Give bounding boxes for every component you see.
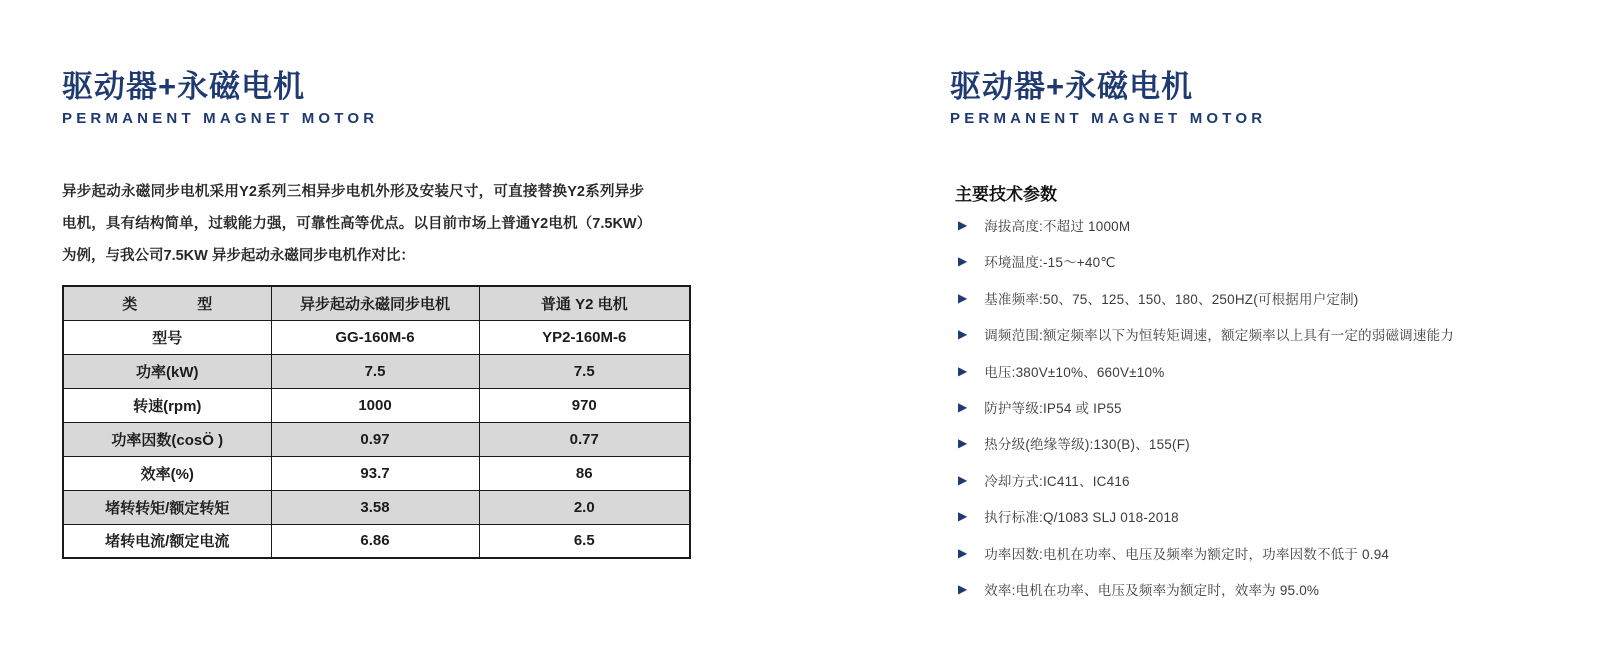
bullet-triangle-icon: ▶ (958, 581, 968, 596)
table-header-row (63, 286, 690, 320)
list-item (958, 250, 1454, 272)
table-row-power-factor (63, 422, 690, 456)
table-cell: 堵转电流/额定电流 (63, 524, 271, 558)
table-cell: 86 (479, 456, 690, 490)
bullet-triangle-icon: ▶ (958, 363, 968, 378)
param-text: 冷却方式:IC411、IC416 (984, 473, 1130, 489)
table-row-speed (63, 388, 690, 422)
table-cell: 功率(kW) (63, 354, 271, 388)
list-item (958, 469, 1454, 491)
list-item (958, 542, 1454, 564)
param-text: 基准频率:50、75、125、150、180、250HZ(可根据用户定制) (984, 291, 1359, 307)
list-item (958, 432, 1454, 454)
bullet-triangle-icon: ▶ (958, 545, 968, 560)
list-item (958, 578, 1454, 600)
table-cell: 93.7 (271, 456, 479, 490)
table-cell: 1000 (271, 388, 479, 422)
param-text: 功率因数:电机在功率、电压及频率为额定时，功率因数不低于 0.94 (984, 546, 1390, 562)
bullet-triangle-icon: ▶ (958, 472, 968, 487)
bullet-triangle-icon: ▶ (958, 509, 968, 524)
table-cell: 970 (479, 388, 690, 422)
table-cell: 转速(rpm) (63, 388, 271, 422)
table-cell: 2.0 (479, 490, 690, 524)
param-text: 效率:电机在功率、电压及频率为额定时，效率为 95.0% (984, 582, 1320, 598)
table-cell: 7.5 (271, 354, 479, 388)
table-header-y2-motor: 普通 Y2 电机 (479, 286, 690, 320)
table-cell: 0.97 (271, 422, 479, 456)
table-row-efficiency (63, 456, 690, 490)
table-cell: 堵转转矩/额定转矩 (63, 490, 271, 524)
list-item (958, 505, 1454, 527)
list-item (958, 287, 1454, 309)
bullet-triangle-icon: ▶ (958, 218, 968, 232)
param-text: 电压:380V±10%、660V±10% (984, 364, 1165, 380)
table-cell: 7.5 (479, 354, 690, 388)
list-item (958, 214, 1454, 236)
left-page-subtitle: PERMANENT MAGNET MOTOR (62, 110, 379, 127)
tech-params-heading: 主要技术参数 (955, 185, 1057, 204)
table-cell: 功率因数(cosÖ ) (63, 422, 271, 456)
table-cell: GG-160M-6 (271, 320, 479, 354)
table-row-model (63, 320, 690, 354)
table-row-locked-current (63, 524, 690, 558)
table-cell: 效率(%) (63, 456, 271, 490)
param-text: 执行标准:Q/1083 SLJ 018-2018 (984, 510, 1179, 526)
bullet-triangle-icon: ▶ (958, 399, 968, 414)
left-page-title: 驱动器+永磁电机 (62, 69, 306, 104)
param-text: 防护等级:IP54 或 IP55 (984, 400, 1122, 416)
right-page-subtitle: PERMANENT MAGNET MOTOR (950, 110, 1267, 127)
motor-comparison-table (62, 285, 691, 559)
table-header-pm-motor: 异步起动永磁同步电机 (271, 286, 479, 320)
param-text: 环境温度:-15～+40℃ (984, 255, 1116, 271)
table-cell: 型号 (63, 320, 271, 354)
table-row-locked-torque (63, 490, 690, 524)
list-item (958, 396, 1454, 418)
bullet-triangle-icon: ▶ (958, 327, 968, 342)
param-text: 热分级(绝缘等级):130(B)、155(F) (984, 437, 1190, 453)
bullet-triangle-icon: ▶ (958, 290, 968, 305)
table-header-type: 类 型 (63, 286, 271, 320)
table-row-power (63, 354, 690, 388)
table-cell: 0.77 (479, 422, 690, 456)
right-page-title: 驱动器+永磁电机 (950, 69, 1194, 104)
tech-params-list (958, 214, 1454, 614)
table-cell: YP2-160M-6 (479, 320, 690, 354)
table-cell: 6.5 (479, 524, 690, 558)
table-cell: 6.86 (271, 524, 479, 558)
param-text: 调频范围:额定频率以下为恒转矩调速，额定频率以上具有一定的弱磁调速能力 (984, 328, 1454, 344)
list-item (958, 360, 1454, 382)
bullet-triangle-icon: ▶ (958, 436, 968, 451)
intro-paragraph: 异步起动永磁同步电机采用Y2系列三相异步电机外形及安装尺寸，可直接替换Y2系列异步电机，具有结构简单，过载能力强，可靠性高等优点。以目前市场上普通Y2电机（7.5KW）为例，与我公司7.5KW 异步起动永磁同步电机作对比： (62, 184, 644, 264)
list-item (958, 323, 1454, 345)
param-text: 海拔高度:不超过 1000M (984, 219, 1131, 234)
bullet-triangle-icon: ▶ (958, 254, 968, 269)
table-cell: 3.58 (271, 490, 479, 524)
